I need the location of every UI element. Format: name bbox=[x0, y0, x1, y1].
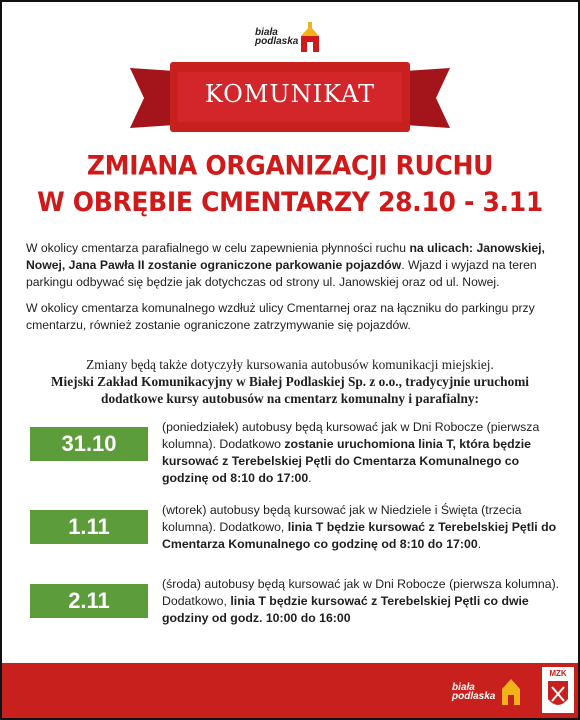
mzk-crest-icon bbox=[542, 679, 574, 713]
date-badge-2-11: 2.11 bbox=[30, 584, 148, 618]
paragraph-municipal-cemetery: W okolicy cmentarza komunalnego wzdłuż ulicy Cmentarnej oraz na łączniku do parkingu przy cmentarzu, również zostanie ograniczone zatrzymywanie się pojazdów. bbox=[26, 301, 535, 332]
banner-title: KOMUNIKAT bbox=[204, 80, 376, 108]
city-logo bbox=[255, 22, 335, 60]
mzk-logo: MZK bbox=[542, 667, 574, 713]
schedule-item: (środa) autobusy będą kursować jak w Dni Robocze (pierwsza kolumna). Dodatkowo, linia T będzie kursować z Terebelskiej Pętli co dwie godziny od godz. 10:00 do 16:00 bbox=[162, 577, 560, 625]
page-title: ZMIANA ORGANIZACJI RUCHU W OBRĘBIE CMENTARZY 28.10 - 3.11 bbox=[37, 149, 543, 218]
bus-changes-intro: Zmiany będą także dotyczyły kursowania autobusów komunikacji miejskiej. Miejski Zakład Komunikacyjny w Białej Podlaskiej Sp. z o.o., tradycyjnie uruchomi dodatkowe kursy autobusów na cmentarz komunalny i parafialny: bbox=[51, 357, 529, 406]
date-badge-31-10: 31.10 bbox=[30, 427, 148, 461]
schedule-item: (wtorek) autobusy będą kursować jak w Niedziele i Święta (trzecia kolumna). Dodatkowo, linia T będzie kursować z Terebelskiej Pętli do Cmentarza Komunalnego co godzinę od 8:10 do 17:00. bbox=[162, 503, 557, 551]
footer-bar bbox=[2, 663, 578, 718]
city-logo-text: biała podlaska bbox=[255, 27, 299, 47]
schedule-item: (poniedziałek) autobusy będą kursować jak w Dni Robocze (pierwsza kolumna). Dodatkowo zostanie uruchomiona linia T, która będzie kursować z Terebelskiej Pętli do Cmentarza Komunalnego co godzinę od 8:10 do 17:00. bbox=[162, 420, 540, 485]
paragraph-parish-cemetery: W okolicy cmentarza parafialnego w celu zapewnienia płynności ruchu na ulicach: Janowskiej, Nowej, Jana Pawła II zostanie ograniczone parkowanie pojazdów. Wjazd i wyjazd na teren parkingu odbywać się będzie jak dotychczas od strony ul. Janowskiej oraz od ul. Nowej. bbox=[26, 241, 545, 289]
city-emblem-icon bbox=[500, 675, 522, 707]
komunikat-banner bbox=[130, 58, 450, 138]
footer-city-logo: biała podlaska bbox=[452, 671, 532, 713]
city-emblem-icon bbox=[299, 22, 321, 54]
date-badge-1-11: 1.11 bbox=[30, 510, 148, 544]
